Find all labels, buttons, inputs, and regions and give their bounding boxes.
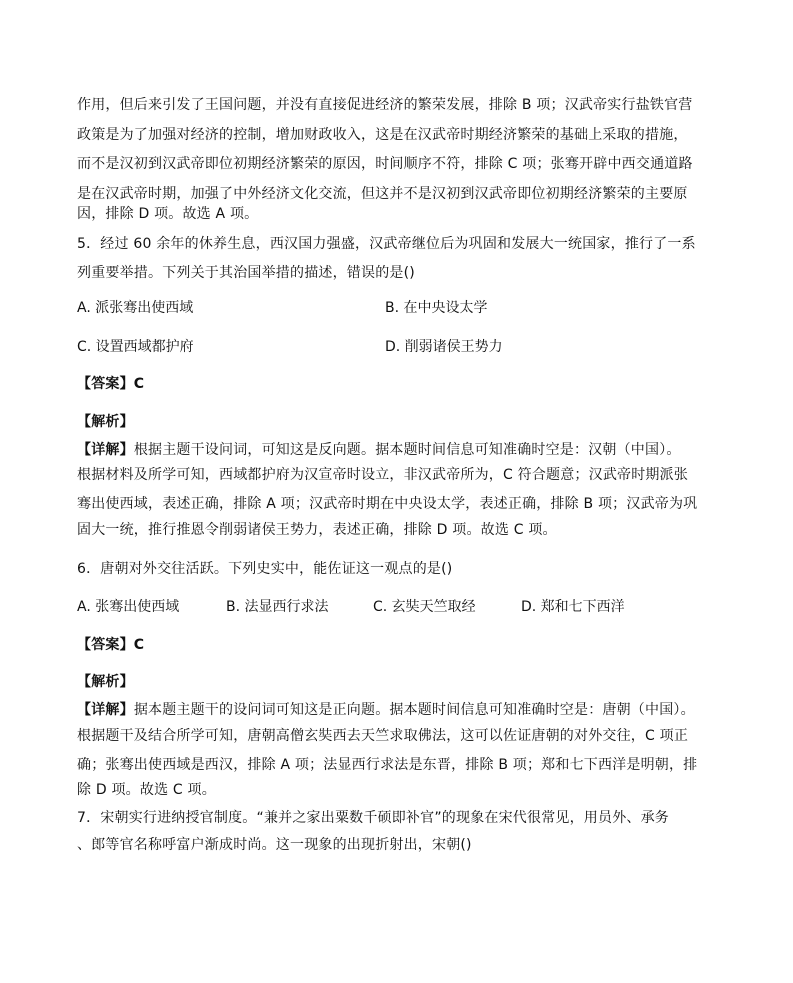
q5-option-c: C. 设置西域都护府 bbox=[77, 339, 194, 355]
q5-stem-line-1: 5．经过 60 余年的休养生息，西汉国力强盛，汉武帝继位后为巩固和发展大一统国家，推行了一系 bbox=[77, 236, 696, 252]
q5-detail-line-2: 根据材料及所学可知，西域都护府为汉宣帝时设立，非汉武帝所为，C 符合题意；汉武帝时期派张 bbox=[77, 467, 689, 483]
q6-detail-line-3: 确；张骞出使西域是西汉，排除 A 项；法显西行求法是东晋，排除 B 项；郑和七下西洋是明朝，排 bbox=[77, 757, 698, 773]
q5-detail-label: 【详解】 bbox=[77, 442, 134, 458]
q4-explanation-line-4: 是在汉武帝时期，加强了中外经济文化交流，但这并不是汉初到汉武帝即位初期经济繁荣的主要原 bbox=[77, 186, 688, 202]
q5-detail-line-4: 固大一统，推行推恩令削弱诸侯王势力，表述正确，排除 D 项。故选 C 项。 bbox=[77, 522, 557, 538]
q6-stem: 6．唐朝对外交往活跃。下列史实中，能佐证这一观点的是() bbox=[77, 561, 453, 577]
q7-stem-line-2: 、郎等官名称呼富户渐成时尚。这一现象的出现折射出，宋朝() bbox=[77, 837, 472, 853]
q6-detail-line-1 bbox=[77, 700, 695, 720]
q5-option-a: A. 派张骞出使西域 bbox=[77, 300, 194, 316]
q6-option-c: C. 玄奘天竺取经 bbox=[373, 599, 476, 615]
q6-analysis-title: 【解析】 bbox=[77, 674, 134, 690]
q4-explanation-line-2: 政策是为了加强对经济的控制，增加财政收入，这是在汉武帝时期经济繁荣的基础上采取的措施， bbox=[77, 127, 688, 143]
q4-explanation-line-5: 因，排除 D 项。故选 A 项。 bbox=[77, 206, 259, 222]
q6-detail-line-2: 根据题干及结合所学可知，唐朝高僧玄奘西去天竺求取佛法，这可以佐证唐朝的对外交往，C 项正 bbox=[77, 728, 689, 744]
q6-option-b: B. 法显西行求法 bbox=[226, 599, 329, 615]
q5-detail-text-1: 根据主题干设问词，可知这是反向题。据本题时间信息可知准确时空是：汉朝（中国）。 bbox=[133, 442, 681, 458]
q6-option-a: A. 张骞出使西域 bbox=[77, 599, 180, 615]
q5-answer: 【答案】C bbox=[77, 376, 145, 392]
q5-option-d: D. 削弱诸侯王势力 bbox=[385, 339, 503, 355]
q6-detail-label: 【详解】 bbox=[77, 702, 134, 718]
q5-analysis-title: 【解析】 bbox=[77, 414, 134, 430]
q7-stem-line-1: 7．宋朝实行进纳授官制度。“兼并之家出粟数千硕即补官”的现象在宋代很常见，用员外、承务 bbox=[77, 810, 670, 826]
q5-detail-line-1 bbox=[77, 440, 681, 460]
q5-stem-line-2: 列重要举措。下列关于其治国举措的描述，错误的是() bbox=[77, 265, 415, 281]
q6-detail-line-4: 除 D 项。故选 C 项。 bbox=[77, 782, 216, 798]
q5-detail-line-3: 骞出使西域，表述正确，排除 A 项；汉武帝时期在中央设太学，表述正确，排除 B 项；汉武帝为巩 bbox=[77, 496, 698, 512]
q4-explanation-line-3: 而不是汉初到汉武帝即位初期经济繁荣的原因，时间顺序不符，排除 C 项；张骞开辟中西交通道路 bbox=[77, 156, 693, 172]
q5-option-b: B. 在中央设太学 bbox=[385, 300, 488, 316]
q6-option-d: D. 郑和七下西洋 bbox=[521, 599, 625, 615]
q6-answer: 【答案】C bbox=[77, 637, 145, 653]
q4-explanation-line-1: 作用，但后来引发了王国问题，并没有直接促进经济的繁荣发展，排除 B 项；汉武帝实行盐铁官营 bbox=[77, 97, 693, 113]
q6-detail-text-1: 据本题主题干的设问词可知这是正向题。据本题时间信息可知准确时空是：唐朝（中国）。 bbox=[133, 702, 695, 718]
